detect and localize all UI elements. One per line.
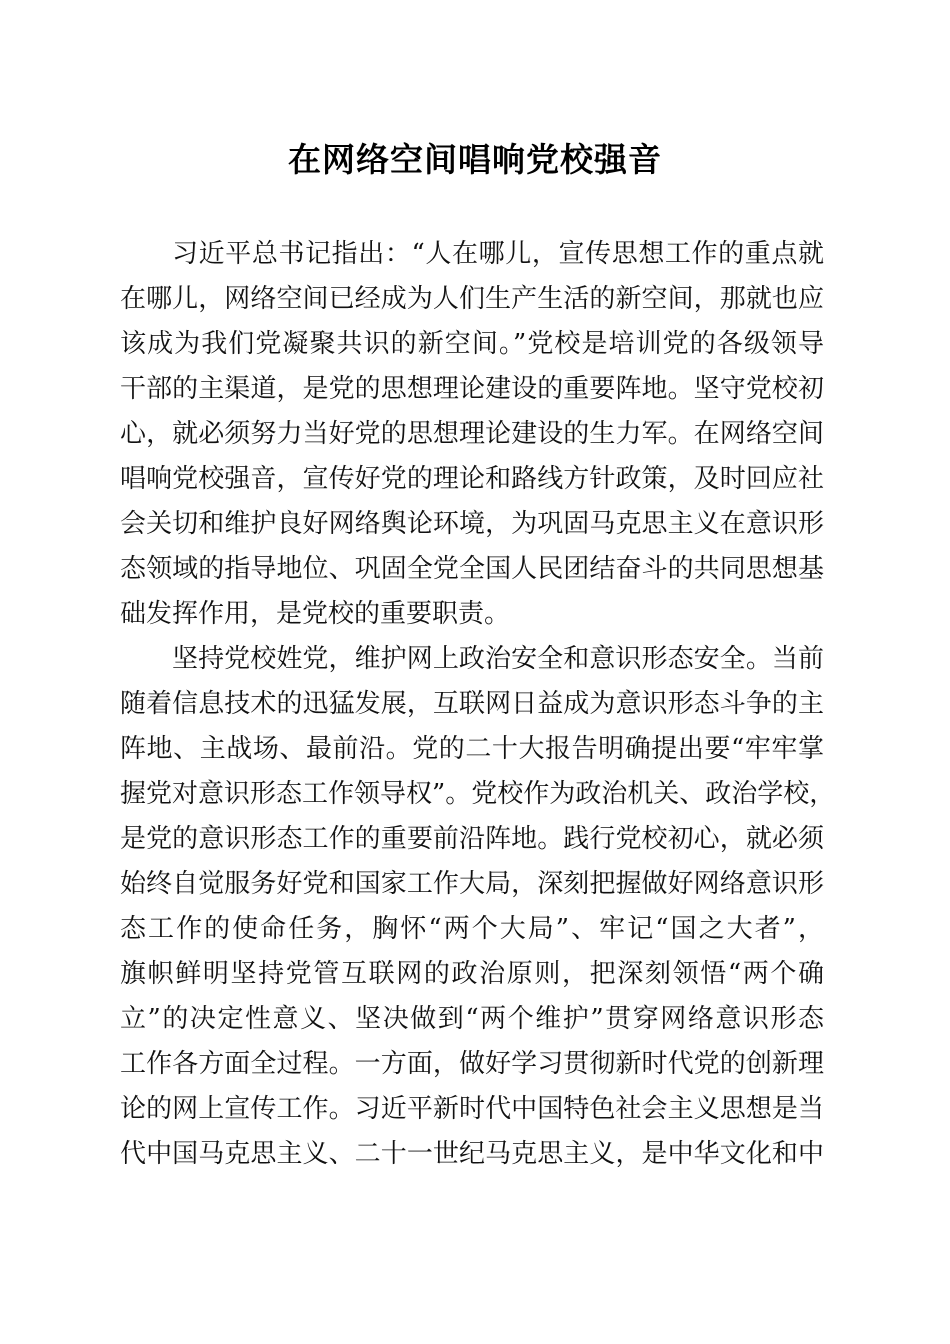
text-line: 握党对意识形态工作领导权”。党校作为政治机关、政治学校， xyxy=(120,779,836,809)
document-title: 在网络空间唱响党校强音 xyxy=(288,140,662,179)
text-line: 论的网上宣传工作。习近平新时代中国特色社会主义思想是当 xyxy=(120,1094,824,1124)
text-line: 唱响党校强音，宣传好党的理论和路线方针政策，及时回应社 xyxy=(120,464,824,494)
text-line: 立”的决定性意义、坚决做到“两个维护”贯穿网络意识形态 xyxy=(120,1004,824,1034)
text-line: 工作各方面全过程。一方面，做好学习贯彻新时代党的创新理 xyxy=(120,1049,824,1079)
text-line: 始终自觉服务好党和国家工作大局，深刻把握做好网络意识形 xyxy=(120,869,824,899)
text-line: 习近平总书记指出：“人在哪儿，宣传思想工作的重点就 xyxy=(172,239,824,269)
text-line: 旗帜鲜明坚持党管互联网的政治原则，把深刻领悟“两个确 xyxy=(120,959,824,989)
text-line: 该成为我们党凝聚共识的新空间。”党校是培训党的各级领导 xyxy=(120,329,824,359)
text-line: 心，就必须努力当好党的思想理论建设的生力军。在网络空间 xyxy=(120,419,824,449)
text-line: 态领域的指导地位、巩固全党全国人民团结奋斗的共同思想基 xyxy=(120,554,824,584)
text-line: 是党的意识形态工作的重要前沿阵地。践行党校初心，就必须 xyxy=(120,824,824,854)
text-line: 会关切和维护良好网络舆论环境，为巩固马克思主义在意识形 xyxy=(120,509,824,539)
text-line: 础发挥作用，是党校的重要职责。 xyxy=(120,599,511,629)
text-line: 在哪儿，网络空间已经成为人们生产生活的新空间，那就也应 xyxy=(120,284,824,314)
text-line: 态工作的使命任务，胸怀“两个大局”、牢记“国之大者”， xyxy=(120,914,824,944)
text-line: 干部的主渠道，是党的思想理论建设的重要阵地。坚守党校初 xyxy=(120,374,824,404)
text-line: 阵地、主战场、最前沿。党的二十大报告明确提出要“牢牢掌 xyxy=(120,734,824,764)
text-line: 随着信息技术的迅猛发展，互联网日益成为意识形态斗争的主 xyxy=(120,689,824,719)
text-line: 代中国马克思主义、二十一世纪马克思主义，是中华文化和中 xyxy=(120,1139,824,1169)
text-line: 坚持党校姓党，维护网上政治安全和意识形态安全。当前 xyxy=(172,644,824,674)
